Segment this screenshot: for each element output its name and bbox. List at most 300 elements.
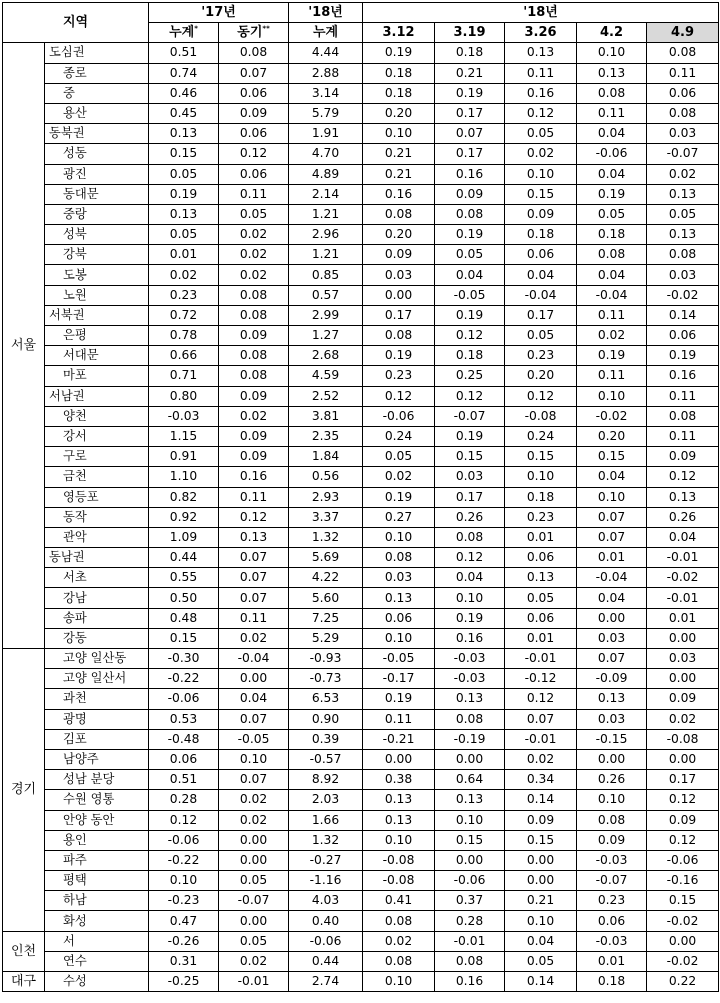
value-cell: 0.13 [219, 527, 289, 547]
district-name-cell: 강동 [45, 628, 149, 648]
value-cell: -0.07 [435, 406, 505, 426]
value-cell: 0.00 [647, 669, 719, 689]
table-row [3, 426, 719, 446]
district-name-cell: 남양주 [45, 749, 149, 769]
value-cell: -0.01 [647, 588, 719, 608]
region-name-cell: 서울 [3, 43, 45, 649]
value-cell: 0.13 [647, 184, 719, 204]
value-cell: 1.27 [289, 326, 363, 346]
value-cell: 0.20 [363, 103, 435, 123]
value-cell: 0.31 [149, 951, 219, 971]
value-cell: 0.08 [363, 951, 435, 971]
value-cell: 0.09 [647, 689, 719, 709]
district-name-cell: 강서 [45, 426, 149, 446]
value-cell: -0.03 [435, 649, 505, 669]
value-cell: 0.16 [219, 467, 289, 487]
value-cell: 0.12 [647, 830, 719, 850]
value-cell: 0.04 [435, 568, 505, 588]
value-cell: 0.07 [219, 770, 289, 790]
value-cell: 0.04 [577, 124, 647, 144]
table-row [3, 931, 719, 951]
value-cell: 0.18 [577, 225, 647, 245]
district-name-cell: 동작 [45, 507, 149, 527]
value-cell: 0.00 [219, 830, 289, 850]
value-cell: 0.17 [435, 487, 505, 507]
value-cell: 0.04 [577, 588, 647, 608]
value-cell: 0.07 [219, 568, 289, 588]
value-cell: 1.09 [149, 527, 219, 547]
value-cell: 1.10 [149, 467, 219, 487]
value-cell: 1.66 [289, 810, 363, 830]
district-name-cell: 중랑 [45, 204, 149, 224]
district-name-cell: 서 [45, 931, 149, 951]
value-cell: 0.37 [435, 891, 505, 911]
value-cell: 0.07 [219, 548, 289, 568]
value-cell: -0.01 [647, 548, 719, 568]
value-cell: 0.08 [435, 204, 505, 224]
value-cell: -0.02 [647, 911, 719, 931]
value-cell: 0.15 [435, 447, 505, 467]
value-cell: 0.38 [363, 770, 435, 790]
value-cell: 0.09 [647, 810, 719, 830]
value-cell: 0.10 [577, 386, 647, 406]
value-cell: -0.01 [435, 931, 505, 951]
table-row [3, 204, 719, 224]
value-cell: 0.05 [149, 225, 219, 245]
value-cell: 0.12 [647, 467, 719, 487]
value-cell: 2.35 [289, 426, 363, 446]
value-cell: 0.01 [149, 245, 219, 265]
value-cell: 0.51 [149, 43, 219, 63]
district-name-cell: 성동 [45, 144, 149, 164]
value-cell: -0.57 [289, 749, 363, 769]
table-row [3, 951, 719, 971]
value-cell: 0.17 [435, 144, 505, 164]
value-cell: 0.14 [505, 972, 577, 992]
table-row [3, 225, 719, 245]
value-cell: 0.10 [363, 628, 435, 648]
value-cell: 0.13 [577, 689, 647, 709]
table-row [3, 628, 719, 648]
value-cell: -0.05 [363, 649, 435, 669]
district-name-cell: 광명 [45, 709, 149, 729]
value-cell: 0.03 [647, 265, 719, 285]
value-cell: 0.01 [577, 951, 647, 971]
value-cell: 4.22 [289, 568, 363, 588]
value-cell: -0.17 [363, 669, 435, 689]
value-cell: 0.12 [505, 103, 577, 123]
value-cell: 6.53 [289, 689, 363, 709]
value-cell: 3.14 [289, 83, 363, 103]
value-cell: -0.06 [149, 830, 219, 850]
region-name-cell: 대구 [3, 972, 45, 992]
district-name-cell: 동대문 [45, 184, 149, 204]
district-name-cell: 안양 동안 [45, 810, 149, 830]
value-cell: 0.02 [219, 265, 289, 285]
zone-name-cell: 서북권 [45, 305, 149, 325]
week-header-2: 3.19 [435, 23, 505, 43]
table-row [3, 366, 719, 386]
value-cell: 0.02 [505, 144, 577, 164]
value-cell: 0.08 [435, 527, 505, 547]
value-cell: 0.07 [435, 124, 505, 144]
table-row [3, 144, 719, 164]
value-cell: 0.18 [577, 972, 647, 992]
value-cell: 0.15 [577, 447, 647, 467]
value-cell: 0.13 [363, 810, 435, 830]
value-cell: 0.13 [505, 43, 577, 63]
week-header-3: 3.26 [505, 23, 577, 43]
value-cell: 0.09 [647, 447, 719, 467]
value-cell: 0.06 [505, 608, 577, 628]
value-cell: 0.18 [435, 43, 505, 63]
value-cell: 0.02 [219, 810, 289, 830]
value-cell: -0.04 [577, 568, 647, 588]
district-name-cell: 강북 [45, 245, 149, 265]
value-cell: 0.14 [647, 305, 719, 325]
table-row [3, 669, 719, 689]
value-cell: 0.12 [149, 810, 219, 830]
value-cell: 0.15 [505, 447, 577, 467]
value-cell: 0.23 [363, 366, 435, 386]
district-name-cell: 도봉 [45, 265, 149, 285]
table-row [3, 749, 719, 769]
value-cell: 0.10 [577, 790, 647, 810]
value-cell: 0.04 [505, 931, 577, 951]
value-cell: 0.02 [363, 467, 435, 487]
value-cell: 0.21 [435, 63, 505, 83]
value-cell: -0.05 [219, 729, 289, 749]
value-cell: 0.02 [149, 265, 219, 285]
district-name-cell: 과천 [45, 689, 149, 709]
value-cell: 0.05 [647, 204, 719, 224]
value-cell: 0.08 [219, 43, 289, 63]
value-cell: 0.05 [505, 326, 577, 346]
value-cell: -0.03 [149, 406, 219, 426]
value-cell: 0.07 [577, 527, 647, 547]
value-cell: 0.19 [363, 346, 435, 366]
value-cell: 0.21 [363, 164, 435, 184]
value-cell: 0.04 [435, 265, 505, 285]
table-row [3, 447, 719, 467]
value-cell: -0.07 [219, 891, 289, 911]
value-cell: 0.08 [363, 326, 435, 346]
value-cell: 0.26 [435, 507, 505, 527]
table-row [3, 406, 719, 426]
table-row [3, 568, 719, 588]
value-cell: -0.03 [577, 931, 647, 951]
value-cell: 0.19 [435, 426, 505, 446]
value-cell: 0.00 [435, 749, 505, 769]
value-cell: 1.32 [289, 527, 363, 547]
value-cell: 2.03 [289, 790, 363, 810]
value-cell: 0.51 [149, 770, 219, 790]
value-cell: 0.05 [505, 124, 577, 144]
value-cell: 0.05 [149, 164, 219, 184]
value-cell: 0.10 [363, 830, 435, 850]
value-cell: -0.22 [149, 669, 219, 689]
value-cell: 4.44 [289, 43, 363, 63]
value-cell: 0.00 [647, 749, 719, 769]
table-row [3, 527, 719, 547]
district-name-cell: 하남 [45, 891, 149, 911]
value-cell: 0.91 [149, 447, 219, 467]
value-cell: 0.05 [219, 931, 289, 951]
value-cell: -0.05 [435, 285, 505, 305]
value-cell: 0.10 [363, 124, 435, 144]
value-cell: 0.06 [647, 326, 719, 346]
value-cell: 0.02 [577, 326, 647, 346]
value-cell: 0.02 [219, 628, 289, 648]
table-row [3, 608, 719, 628]
week-header-5: 4.9 [647, 23, 719, 43]
value-cell: 0.12 [219, 507, 289, 527]
value-cell: 0.13 [505, 568, 577, 588]
district-name-cell: 서초 [45, 568, 149, 588]
value-cell: 0.23 [505, 507, 577, 527]
region-name-cell: 인천 [3, 931, 45, 971]
district-name-cell: 수성 [45, 972, 149, 992]
value-cell: -0.02 [647, 951, 719, 971]
value-cell: 0.02 [219, 790, 289, 810]
value-cell: 2.88 [289, 63, 363, 83]
value-cell: 4.89 [289, 164, 363, 184]
value-cell: 0.34 [505, 770, 577, 790]
value-cell: 0.02 [219, 245, 289, 265]
value-cell: -0.12 [505, 669, 577, 689]
value-cell: 0.12 [219, 144, 289, 164]
district-name-cell: 송파 [45, 608, 149, 628]
value-cell: 0.11 [219, 184, 289, 204]
value-cell: -0.06 [149, 689, 219, 709]
value-cell: 0.02 [505, 749, 577, 769]
district-name-cell: 중 [45, 83, 149, 103]
value-cell: 0.04 [647, 527, 719, 547]
table-row [3, 305, 719, 325]
value-cell: -0.25 [149, 972, 219, 992]
value-cell: -0.06 [363, 406, 435, 426]
value-cell: 0.17 [435, 103, 505, 123]
value-cell: 0.09 [577, 830, 647, 850]
value-cell: 0.13 [149, 124, 219, 144]
value-cell: 2.14 [289, 184, 363, 204]
table-row [3, 285, 719, 305]
value-cell: 0.02 [363, 931, 435, 951]
value-cell: -0.26 [149, 931, 219, 951]
table-row [3, 790, 719, 810]
value-cell: -0.23 [149, 891, 219, 911]
value-cell: -0.09 [577, 669, 647, 689]
value-cell: 0.11 [363, 709, 435, 729]
value-cell: 0.08 [219, 366, 289, 386]
value-cell: 0.14 [505, 790, 577, 810]
value-cell: -0.06 [577, 144, 647, 164]
district-name-cell: 고양 일산동 [45, 649, 149, 669]
district-name-cell: 관악 [45, 527, 149, 547]
value-cell: 0.08 [647, 43, 719, 63]
value-cell: 0.80 [149, 386, 219, 406]
table-row [3, 548, 719, 568]
value-cell: 0.02 [647, 709, 719, 729]
value-cell: 0.20 [505, 366, 577, 386]
value-cell: 0.03 [363, 568, 435, 588]
value-cell: 0.47 [149, 911, 219, 931]
table-row [3, 709, 719, 729]
table-row [3, 507, 719, 527]
value-cell: 5.69 [289, 548, 363, 568]
district-name-cell: 광진 [45, 164, 149, 184]
value-cell: 0.19 [363, 487, 435, 507]
value-cell: 4.70 [289, 144, 363, 164]
value-cell: 4.03 [289, 891, 363, 911]
value-cell: 0.24 [363, 426, 435, 446]
value-cell: 0.48 [149, 608, 219, 628]
value-cell: 0.07 [577, 507, 647, 527]
same-period-header: 동기** [219, 23, 289, 43]
table-row [3, 103, 719, 123]
value-cell: 0.00 [647, 931, 719, 951]
value-cell: -0.06 [435, 871, 505, 891]
district-name-cell: 양천 [45, 406, 149, 426]
value-cell: 0.53 [149, 709, 219, 729]
value-cell: 0.19 [363, 43, 435, 63]
value-cell: 0.06 [363, 608, 435, 628]
value-cell: 0.07 [219, 63, 289, 83]
value-cell: 1.32 [289, 830, 363, 850]
value-cell: 0.08 [219, 285, 289, 305]
value-cell: 2.52 [289, 386, 363, 406]
table-row [3, 871, 719, 891]
value-cell: -0.22 [149, 850, 219, 870]
value-cell: 0.02 [219, 951, 289, 971]
value-cell: 0.12 [505, 386, 577, 406]
table-row [3, 164, 719, 184]
value-cell: 0.44 [289, 951, 363, 971]
value-cell: -0.93 [289, 649, 363, 669]
value-cell: 0.18 [505, 487, 577, 507]
value-cell: 0.21 [363, 144, 435, 164]
value-cell: 0.10 [363, 527, 435, 547]
value-cell: 0.05 [219, 204, 289, 224]
district-name-cell: 김포 [45, 729, 149, 749]
value-cell: 0.11 [219, 487, 289, 507]
value-cell: 0.08 [363, 204, 435, 224]
district-name-cell: 연수 [45, 951, 149, 971]
district-name-cell: 용인 [45, 830, 149, 850]
value-cell: 0.05 [219, 871, 289, 891]
value-cell: 0.08 [219, 305, 289, 325]
value-cell: 0.13 [435, 790, 505, 810]
value-cell: 0.08 [363, 911, 435, 931]
value-cell: 0.09 [219, 326, 289, 346]
value-cell: 0.11 [219, 608, 289, 628]
value-cell: 0.08 [647, 103, 719, 123]
value-cell: 0.13 [647, 225, 719, 245]
value-cell: 0.05 [363, 447, 435, 467]
year18-weekly-header: '18년 [363, 3, 719, 23]
value-cell: 0.09 [219, 447, 289, 467]
value-cell: 0.00 [435, 850, 505, 870]
district-name-cell: 수원 영통 [45, 790, 149, 810]
value-cell: 0.00 [219, 669, 289, 689]
cum18-header: 누계 [289, 23, 363, 43]
value-cell: 0.02 [219, 406, 289, 426]
value-cell: 0.66 [149, 346, 219, 366]
value-cell: 0.25 [435, 366, 505, 386]
value-cell: 0.16 [435, 972, 505, 992]
table-row [3, 43, 719, 63]
table-row [3, 184, 719, 204]
table-row [3, 911, 719, 931]
value-cell: 0.09 [363, 245, 435, 265]
table-row [3, 124, 719, 144]
value-cell: 0.92 [149, 507, 219, 527]
value-cell: -1.16 [289, 871, 363, 891]
zone-name-cell: 동남권 [45, 548, 149, 568]
value-cell: -0.27 [289, 850, 363, 870]
value-cell: 0.11 [647, 426, 719, 446]
value-cell: 0.09 [505, 810, 577, 830]
value-cell: 0.10 [219, 749, 289, 769]
value-cell: 0.08 [435, 951, 505, 971]
value-cell: 0.09 [435, 184, 505, 204]
value-cell: 0.08 [577, 245, 647, 265]
value-cell: 0.10 [505, 911, 577, 931]
value-cell: 0.13 [363, 588, 435, 608]
header-row-1 [3, 3, 719, 23]
value-cell: 0.16 [435, 628, 505, 648]
value-cell: 0.78 [149, 326, 219, 346]
value-cell: 0.05 [505, 588, 577, 608]
value-cell: 0.45 [149, 103, 219, 123]
value-cell: 0.15 [505, 184, 577, 204]
value-cell: 0.74 [149, 63, 219, 83]
table-body [3, 43, 719, 992]
value-cell: 0.17 [647, 770, 719, 790]
value-cell: 0.02 [647, 164, 719, 184]
value-cell: 0.04 [577, 265, 647, 285]
value-cell: -0.03 [435, 669, 505, 689]
value-cell: 0.09 [219, 426, 289, 446]
district-name-cell: 화성 [45, 911, 149, 931]
value-cell: 0.90 [289, 709, 363, 729]
value-cell: 0.10 [363, 972, 435, 992]
value-cell: 0.15 [149, 628, 219, 648]
value-cell: 0.18 [505, 225, 577, 245]
value-cell: 0.11 [577, 366, 647, 386]
region-header: 지역 [3, 3, 149, 43]
price-change-table [2, 2, 719, 992]
value-cell: 0.08 [647, 245, 719, 265]
value-cell: 0.82 [149, 487, 219, 507]
value-cell: 0.12 [363, 386, 435, 406]
value-cell: 0.07 [219, 588, 289, 608]
value-cell: -0.73 [289, 669, 363, 689]
value-cell: 0.21 [505, 891, 577, 911]
value-cell: 0.03 [577, 709, 647, 729]
value-cell: 0.01 [647, 608, 719, 628]
value-cell: 0.00 [219, 911, 289, 931]
value-cell: 0.20 [577, 426, 647, 446]
value-cell: -0.02 [577, 406, 647, 426]
value-cell: 0.07 [505, 709, 577, 729]
value-cell: -0.07 [577, 871, 647, 891]
value-cell: 1.84 [289, 447, 363, 467]
value-cell: 5.79 [289, 103, 363, 123]
district-name-cell: 파주 [45, 850, 149, 870]
value-cell: 0.08 [647, 406, 719, 426]
value-cell: 0.11 [577, 305, 647, 325]
